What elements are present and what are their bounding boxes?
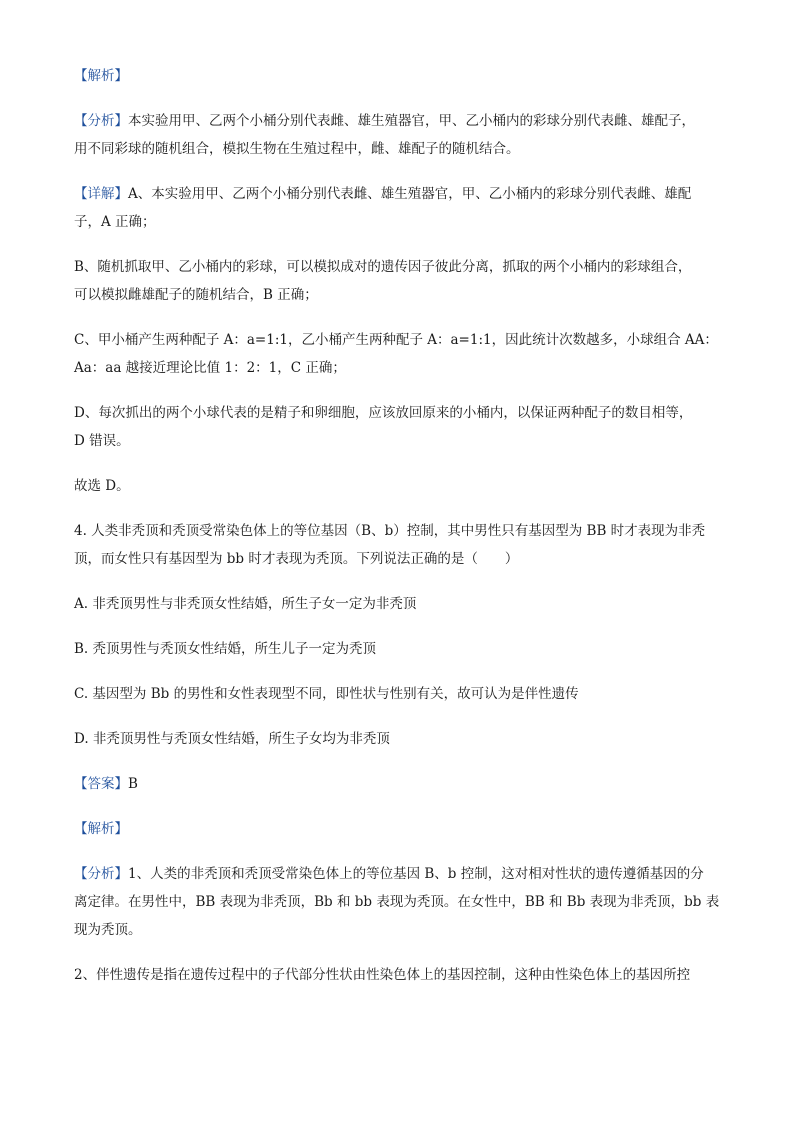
explanation-line: B、随机抓取甲、乙小桶内的彩球，可以模拟成对的遗传因子彼此分离，抓取的两个小桶内的彩球组合， [74,259,692,275]
explanation-line: D、每次抓出的两个小球代表的是精子和卵细胞，应该放回原来的小桶内，以保证两种配子的数目相等， [74,405,693,421]
option-a: A. 非秃顶男性与非秃顶女性结婚，所生子女一定为非秃顶 [74,596,417,612]
analysis-tag: 【解析】 [74,68,128,84]
answer-value: B [128,776,138,792]
option-c-explanation [74,326,720,382]
detail-text: A、本实验用甲、乙两个小桶分别代表雌、雄生殖器官，甲、乙小桶内的彩球分别代表雌、雄配 [128,186,692,202]
question-line: 顶，而女性只有基因型为 bb 时才表现为秃顶。下列说法正确的是（ ） [74,551,519,567]
detail-paragraph [74,180,720,236]
point-2-paragraph [74,961,720,989]
conclusion: 故选 D。 [74,478,130,494]
breakdown-line: 现为秃顶。 [74,922,142,938]
detail-line [74,180,720,208]
explanation-line: Aa：aa 越接近理论比值 1：2：1，C 正确； [74,360,346,376]
option-c: C. 基因型为 Bb 的男性和女性表现型不同，即性状与性别有关，故可认为是伴性遗传 [74,686,579,702]
answer-tag: 【答案】 [74,776,128,792]
option-b-explanation [74,253,720,309]
analysis-tag: 【解析】 [74,821,128,837]
question-4-stem [74,517,720,573]
explanation-line: C、甲小桶产生两种配子 A：a=1:1，乙小桶产生两种配子 A：a=1:1，因此统计次数越多，小球组合 AA： [74,332,718,348]
analysis-heading-2 [74,815,720,843]
detail-tag: 【详解】 [74,186,128,202]
answer-line [74,770,720,798]
breakdown-tag: 【分析】 [74,113,128,129]
analysis-heading [74,62,720,90]
point-2-line: 2、伴性遗传是指在遗传过程中的子代部分性状由性染色体上的基因控制，这种由性染色体上的基因所控 [74,967,691,983]
breakdown-line: 离定律。在男性中，BB 表现为非秃顶，Bb 和 bb 表现为秃顶。在女性中，BB 和 Bb 表现为非秃顶，bb 表 [74,894,720,910]
breakdown-text: 1、人类的非秃顶和秃顶受常染色体上的等位基因 B、b 控制，这对相对性状的遗传遵循基因的分 [128,866,704,882]
document-page [74,62,720,989]
breakdown-line: 用不同彩球的随机组合，模拟生物在生殖过程中，雌、雄配子的随机结合。 [74,141,520,157]
explanation-line: D 错误。 [74,433,130,449]
option-b: B. 秃顶男性与秃顶女性结婚，所生儿子一定为秃顶 [74,641,377,657]
breakdown-tag: 【分析】 [74,866,128,882]
breakdown-paragraph-1 [74,107,720,163]
option-d: D. 非秃顶男性与秃顶女性结婚，所生子女均为非秃顶 [74,731,390,747]
breakdown-text: 本实验用甲、乙两个小桶分别代表雌、雄生殖器官，甲、乙小桶内的彩球分别代表雌、雄配子， [128,113,695,129]
breakdown-line [74,860,720,888]
breakdown-paragraph-2 [74,860,720,944]
option-d-explanation [74,399,720,455]
detail-line: 子，A 正确； [74,214,156,230]
question-line: 4. 人类非秃顶和秃顶受常染色体上的等位基因（B、b）控制，其中男性只有基因型为 BB 时才表现为非秃 [74,523,706,539]
explanation-line: 可以模拟雌雄配子的随机结合，B 正确； [74,287,318,303]
breakdown-line [74,107,720,135]
